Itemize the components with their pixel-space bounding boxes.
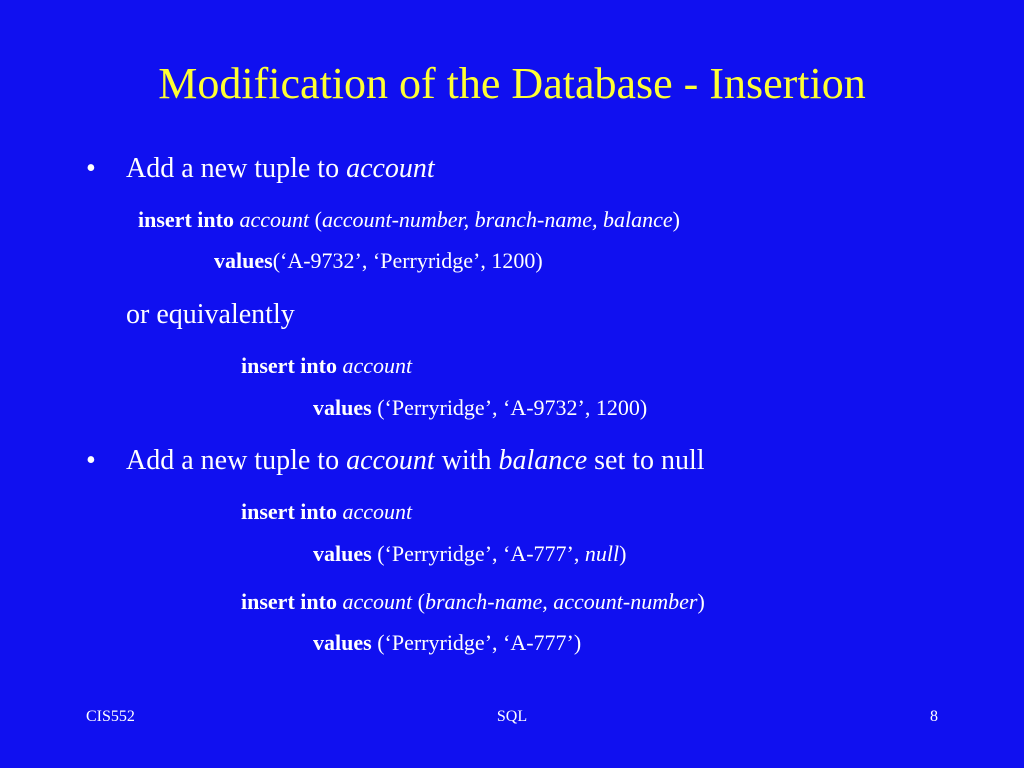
paren: ) (672, 207, 680, 232)
column-list: branch-name, account-number (424, 589, 698, 614)
sql-values-line (313, 394, 647, 422)
sql-keyword: values (313, 541, 372, 566)
slide-title: Modification of the Database - Insertion (158, 59, 866, 108)
relation-name: account (233, 207, 310, 232)
sql-insert-line (241, 498, 412, 526)
value-list: (‘Perryridge’, ‘A-9732’, 1200) (371, 395, 648, 420)
bullet-text: Add a new tuple to (126, 445, 347, 476)
sql-keyword: insert into (241, 499, 337, 524)
sql-values-line (214, 247, 543, 275)
relation-name: account (336, 499, 413, 524)
relation-name: account (346, 153, 435, 184)
sql-insert-line (138, 206, 680, 234)
value-list: (‘A-9732’, ‘Perryridge’, 1200) (272, 248, 543, 273)
paren: ( (412, 589, 425, 614)
bullet-add-tuple-null (126, 444, 705, 478)
relation-name: account (336, 353, 413, 378)
sql-values-line (313, 629, 581, 657)
sql-values-line (313, 540, 626, 568)
sql-insert-line (241, 588, 705, 616)
page-number: 8 (930, 708, 938, 725)
or-equivalently-text: or equivalently (126, 299, 295, 330)
paren: ) (619, 541, 627, 566)
sql-keyword: values (313, 630, 372, 655)
bullet-add-tuple (126, 152, 435, 186)
bullet-marker: • (86, 153, 96, 184)
null-value: null (584, 541, 620, 566)
column-list: account-number, branch-name, balance (321, 207, 673, 232)
sql-keyword: insert into (241, 353, 337, 378)
sql-keyword: insert into (138, 207, 234, 232)
bullet-text: with (434, 445, 499, 476)
bullet-text: Add a new tuple to (126, 153, 347, 184)
sql-insert-line (241, 352, 412, 380)
relation-name: account (346, 445, 435, 476)
bullet-text: set to null (587, 445, 705, 476)
footer-course: CIS552 (86, 708, 135, 725)
paren: ) (697, 589, 705, 614)
bullet-marker: • (86, 445, 96, 476)
relation-name: account (336, 589, 413, 614)
value-list: (‘Perryridge’, ‘A-777’, (371, 541, 585, 566)
paren: ( (309, 207, 322, 232)
footer-topic: SQL (496, 708, 528, 725)
attribute-name: balance (498, 445, 588, 476)
sql-keyword: values (313, 395, 372, 420)
sql-keyword: values (214, 248, 273, 273)
value-list: (‘Perryridge’, ‘A-777’) (371, 630, 582, 655)
sql-keyword: insert into (241, 589, 337, 614)
